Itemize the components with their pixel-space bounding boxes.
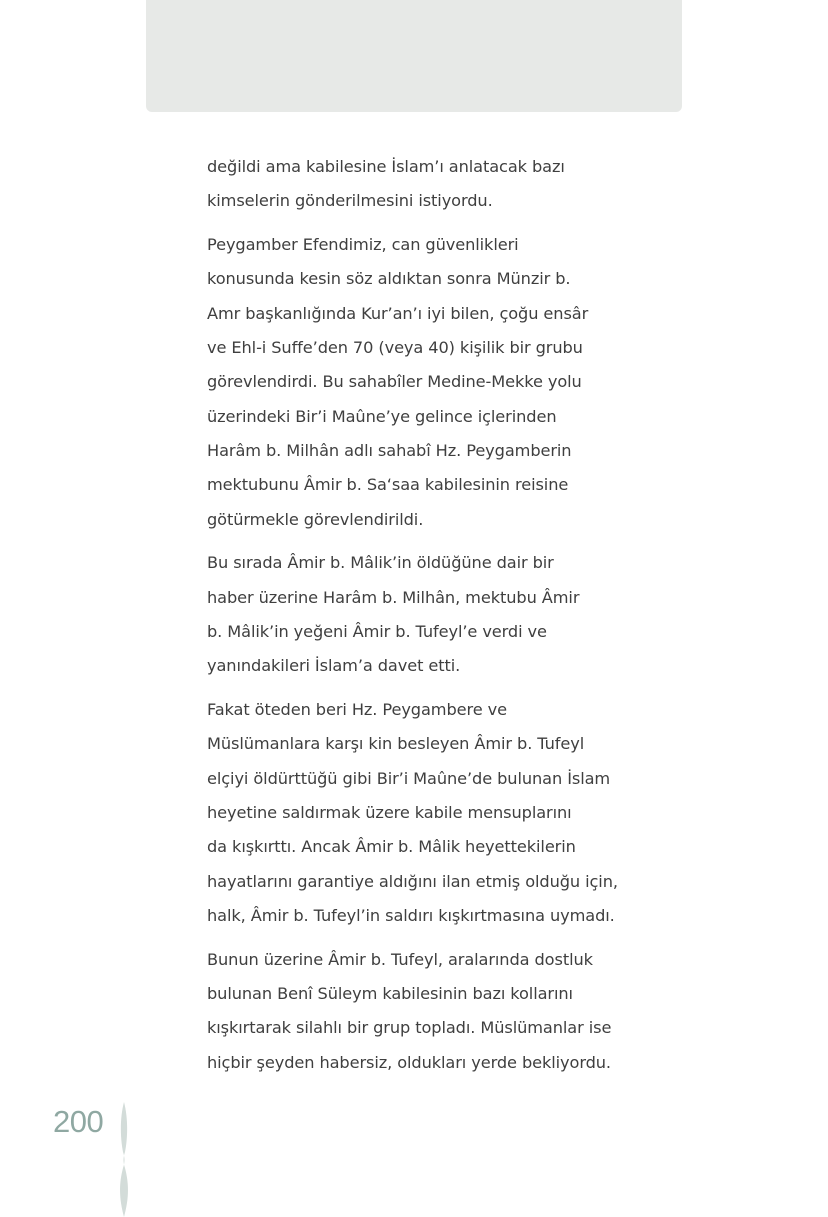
page-number: 200 xyxy=(53,1104,104,1139)
text-line: heyetine saldırmak üzere kabile mensuplarını xyxy=(207,802,572,822)
text-line: Amr başkanlığında Kur’an’ı iyi bilen, çoğu ensâr xyxy=(207,303,589,323)
text-line: b. Mâlik’in yeğeni Âmir b. Tufeyl’e verdi ve xyxy=(207,621,547,641)
text-line: kimselerin gönderilmesini istiyordu. xyxy=(207,191,493,211)
text-line: elçiyi öldürttüğü gibi Bir’i Maûne’de bulunan İslam xyxy=(207,768,611,788)
text-line: Peygamber Efendimiz, can güvenlikleri xyxy=(207,235,519,255)
text-line: Harâm b. Milhân adlı sahabî Hz. Peygamberin xyxy=(207,440,572,460)
text-line: haber üzerine Harâm b. Milhân, mektubu Âmir xyxy=(207,587,580,607)
text-line: kışkırtarak silahlı bir grup topladı. Müslümanlar ise xyxy=(207,1018,612,1038)
text-line: mektubunu Âmir b. Sa‘saa kabilesinin reisine xyxy=(207,475,569,495)
text-line: halk, Âmir b. Tufeyl’in saldırı kışkırtmasına uymadı. xyxy=(207,905,615,925)
text-line: Bu sırada Âmir b. Mâlik’in öldüğüne dair bir xyxy=(207,553,554,573)
text-line: konusunda kesin söz aldıktan sonra Münzir b. xyxy=(207,269,571,289)
text-line: Müslümanlara karşı kin besleyen Âmir b. Tufeyl xyxy=(207,734,585,754)
text-line: hayatlarını garantiye aldığını ilan etmiş olduğu için, xyxy=(207,871,618,891)
ornament-icon xyxy=(115,1102,133,1217)
text-line: değildi ama kabilesine İslam’ı anlatacak bazı xyxy=(207,157,565,176)
text-line: hiçbir şeyden habersiz, oldukları yerde bekliyordu. xyxy=(207,1052,611,1072)
text-line: da kışkırttı. Ancak Âmir b. Mâlik heyettekilerin xyxy=(207,837,576,857)
text-line: götürmekle görevlendirildi. xyxy=(207,509,424,529)
text-line: Bunun üzerine Âmir b. Tufeyl, aralarında dostluk xyxy=(207,949,593,969)
text-line: bulunan Benî Süleym kabilesinin bazı kollarını xyxy=(207,983,573,1003)
text-line: üzerindeki Bir’i Maûne’ye gelince içlerinden xyxy=(207,406,557,426)
header-placeholder-box xyxy=(146,0,682,112)
text-line: ve Ehl-i Suffe’den 70 (veya 40) kişilik bir grubu xyxy=(207,338,583,357)
text-line: görevlendirdi. Bu sahabîler Medine-Mekke yolu xyxy=(207,372,582,392)
text-line: Fakat öteden beri Hz. Peygambere ve xyxy=(207,700,507,719)
text-line: yanındakileri İslam’a davet etti. xyxy=(207,656,461,676)
